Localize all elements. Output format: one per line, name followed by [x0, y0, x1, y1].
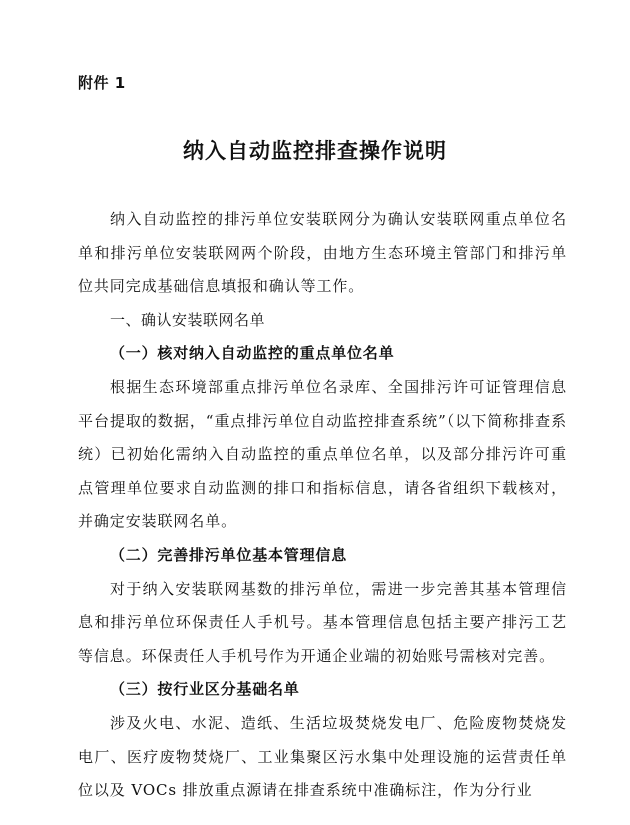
subsection-paragraph-1: 根据生态环境部重点排污单位名录库、全国排污许可证管理信息平台提取的数据，“重点排污单位自动监控排查系统”（以下简称排查系统）已初始化需纳入自动监控的重点单位名单，以及部分排污许可重点管理单位要求自动监测的排口和指标信息，请各省组织下载核对，并确定安装联网名单。	[78, 377, 567, 531]
attachment-label: 附件 1	[78, 74, 126, 92]
section-heading-1: 一、确认安装联网名单	[110, 310, 266, 329]
page-title: 纳入自动监控排查操作说明	[183, 139, 447, 163]
document-body	[78, 203, 567, 808]
subsection-heading-2: （二）完善排污单位基本管理信息	[110, 545, 348, 564]
subsection-heading-1: （一）核对纳入自动监控的重点单位名单	[110, 344, 395, 363]
subsection-heading-3: （三）按行业区分基础名单	[110, 680, 300, 699]
subsection-paragraph-2: 对于纳入安装联网基数的排污单位，需进一步完善其基本管理信息和排污单位环保责任人手机号。基本管理信息包括主要产排污工艺等信息。环保责任人手机号作为开通企业端的初始账号需核对完善。	[78, 579, 567, 665]
subsection-paragraph-3: 涉及火电、水泥、造纸、生活垃圾焚烧发电厂、危险废物焚烧发电厂、医疗废物焚烧厂、工业集聚区污水集中处理设施的运营责任单位以及 VOCs 排放重点源请在排查系统中准确标注，作为分行业	[78, 713, 567, 800]
intro-paragraph: 纳入自动监控的排污单位安装联网分为确认安装联网重点单位名单和排污单位安装联网两个阶段，由地方生态环境主管部门和排污单位共同完成基础信息填报和确认等工作。	[78, 210, 567, 296]
